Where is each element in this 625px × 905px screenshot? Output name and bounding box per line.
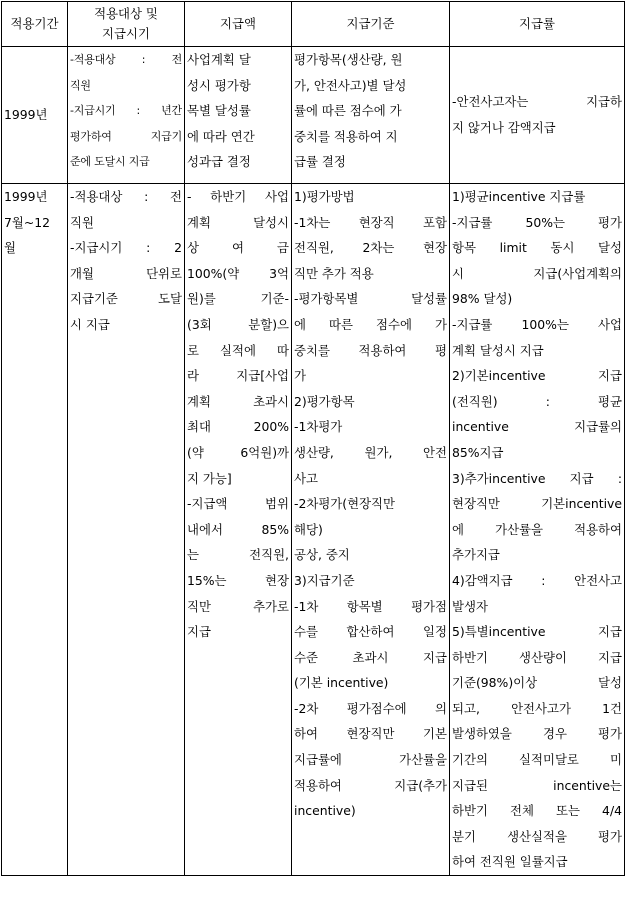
cell-line: 준에 도달시 지급 [70, 155, 150, 169]
cell-line: 현장직만 기본incentive [452, 496, 622, 512]
cell-line: 하여 전직원 일률지급 [452, 854, 568, 870]
cell-line: 4)감액지급 : 안전사고 [452, 572, 622, 588]
cell-line: 에 가산률을 적용하여 [452, 521, 622, 537]
cell-line: 발생자 [452, 598, 488, 614]
cell-line: 직원 [70, 214, 94, 230]
cell-line: 7월~12 [4, 214, 51, 230]
table-row [2, 184, 625, 876]
cell-line: 분기 생산실적을 평가 [452, 828, 622, 844]
header-amount: 지급액 [185, 2, 292, 47]
row1-criteria [292, 47, 450, 184]
cell-line: 85%지급 [452, 444, 504, 460]
cell-line: incentive) [294, 803, 356, 819]
cell-line: 직원 [70, 78, 91, 92]
cell-line: 수준 초과시 지급 [294, 649, 447, 665]
cell-line: 평가항목(생산량, 원 [294, 52, 403, 67]
cell-line: 3)추가incentive 지급 : [452, 470, 622, 486]
header-rate: 지급률 [450, 2, 625, 47]
cell-line: 지급 [187, 624, 211, 640]
cell-line: (3회 분할)으 [187, 316, 289, 332]
row1-amount [185, 47, 292, 184]
cell-line: 성과급 결정 [187, 154, 251, 170]
cell-line: 지급기준 도달 [70, 291, 182, 307]
cell-line: 1)평가방법 [294, 189, 355, 204]
cell-line: 중치를 적용하여 지 [294, 128, 398, 144]
row1-rate [450, 47, 625, 184]
cell-line: -1차는 현장직 포함 [294, 214, 447, 230]
cell-line: 최대 200% [187, 419, 289, 435]
cell-line: 하여 현장직만 기본 [294, 726, 447, 742]
cell-line: 성시 평가항 [187, 77, 251, 93]
cell-line: incentive 지급률의 [452, 419, 622, 435]
cell-line: 발생하였을 경우 평가 [452, 726, 622, 742]
cell-line: 시 지급(사업계획의 [452, 265, 622, 281]
cell-line: 수를 합산하여 일정 [294, 624, 447, 640]
cell-line: 에 따라 연간 [187, 128, 255, 144]
cell-line: -적용대상 : 전 [70, 189, 182, 204]
cell-line: 상 여 금 [187, 240, 289, 256]
cell-line: -지급시기 : 년간 [70, 104, 182, 118]
cell-line: -1차 항목별 평가점 [294, 598, 447, 614]
row2-criteria [292, 184, 450, 876]
cell-line: 하반기 생산량이 지급 [452, 649, 622, 665]
cell-line: 사고 [294, 470, 318, 486]
cell-line: 추가지급 [452, 547, 500, 563]
row2-amount [185, 184, 292, 876]
cell-line: 평가하여 지급기 [70, 129, 182, 143]
cell-line: -1차평가 [294, 419, 343, 435]
header-target: 적용대상 및 지급시기 [68, 2, 185, 47]
row2-period [2, 184, 68, 876]
cell-line: (약 6억원)까 [187, 444, 289, 460]
cell-line: 하반기 전체 또는 4/4 [452, 803, 622, 819]
header-period: 적용기간 [2, 2, 68, 47]
cell-line: 계획 초과시 [187, 393, 289, 409]
incentive-table [1, 1, 625, 876]
row1-target [68, 47, 185, 184]
cell-line: (전직원) : 평균 [452, 393, 622, 409]
cell-line: -지급률 100%는 사업 [452, 316, 622, 332]
cell-line: -2차평가(현장직만 [294, 496, 395, 512]
cell-line: 시 지급 [70, 316, 110, 332]
cell-line: 지급률에 가산률을 [294, 752, 447, 768]
cell-line: 적용하여 지급(추가 [294, 777, 447, 793]
cell-line: 생산량, 원가, 안전 [294, 444, 447, 460]
cell-line: 공상, 중지 [294, 547, 350, 563]
cell-line: 98% 달성) [452, 291, 513, 307]
row2-rate [450, 184, 625, 876]
cell-line: 되고, 안전사고가 1건 [452, 700, 622, 716]
cell-line: 기준(98%)이상 달성 [452, 675, 622, 691]
cell-line: 로 실적에 따 [187, 342, 289, 358]
cell-line: 전직원, 2차는 현장 [294, 240, 447, 256]
cell-line: 급률 결정 [294, 154, 346, 170]
cell-line: 률에 따른 점수에 가 [294, 103, 402, 119]
cell-line: 월 [4, 240, 16, 256]
cell-line: 5)특별incentive 지급 [452, 624, 622, 640]
cell-line: -2차 평가점수에 의 [294, 700, 447, 716]
cell-line: -안전사고자는 지급하 [452, 94, 622, 110]
cell-line: - 하반기 사업 [187, 189, 289, 204]
row1-period: 1999년 [2, 47, 68, 184]
cell-line: 는 전직원, [187, 547, 289, 563]
cell-line: 지 않거나 감액지급 [452, 120, 556, 135]
table-row [2, 47, 625, 184]
cell-line: (기본 incentive) [294, 675, 389, 691]
header-row [2, 2, 625, 47]
cell-line: -평가항목별 달성률 [294, 291, 447, 307]
cell-line: 개월 단위로 [70, 265, 182, 281]
cell-line: 해당) [294, 521, 323, 537]
cell-line: 가 [294, 368, 306, 384]
cell-line: 항목 limit 동시 달성 [452, 240, 622, 256]
cell-line: 에 따른 점수에 가 [294, 316, 447, 332]
cell-line: -적용대상 : 전 [70, 53, 182, 66]
cell-line: 중치를 적용하여 평 [294, 342, 447, 358]
header-criteria: 지급기준 [292, 2, 450, 47]
cell-line: 라 지급[사업 [187, 368, 289, 384]
cell-line: 3)지급기준 [294, 572, 355, 588]
cell-line: 직만 추가로 [187, 598, 289, 614]
cell-line: 직만 추가 적용 [294, 265, 374, 281]
cell-line: 계획 달성시 [187, 214, 289, 230]
cell-line: 1999년 [4, 189, 48, 204]
cell-line: 지급된 incentive는 [452, 777, 622, 793]
cell-line: 목별 달성률 [187, 103, 251, 119]
cell-line: -지급액 범위 [187, 496, 289, 512]
cell-line: 1)평균incentive 지급률 [452, 189, 586, 204]
cell-line: 가, 안전사고)별 달성 [294, 77, 407, 93]
cell-line: 계획 달성시 지급 [452, 342, 544, 358]
cell-line: 기간의 실적미달로 미 [452, 752, 622, 768]
cell-line: 내에서 85% [187, 521, 289, 537]
cell-line: 2)기본incentive 지급 [452, 368, 622, 384]
cell-line: -지급률 50%는 평가 [452, 214, 622, 230]
cell-line: -지급시기 : 2 [70, 240, 182, 256]
cell-line: 원)를 기준- [187, 291, 289, 307]
cell-line: 지 가능] [187, 470, 232, 486]
cell-line: 15%는 현장 [187, 572, 289, 588]
cell-line: 100%(약 3억 [187, 265, 289, 281]
cell-line: 2)평가항목 [294, 393, 355, 409]
cell-line: 사업계획 달 [187, 52, 251, 67]
row2-target [68, 184, 185, 876]
